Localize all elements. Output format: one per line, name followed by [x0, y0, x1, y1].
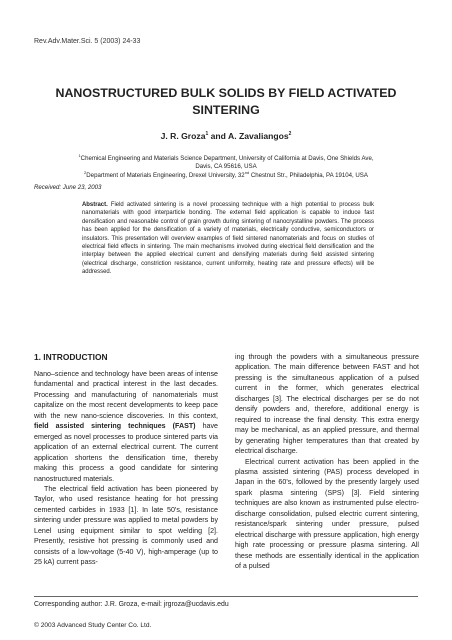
affiliation-1-mark: 1 — [78, 153, 81, 158]
copyright-notice: © 2003 Advanced Study Center Co. Ltd. — [34, 622, 152, 629]
intro-paragraph-3: ing through the powders with a simultaneous pressure application. The main difference between FAST and hot pressing is the simultaneous application of a pulsed current in the former, which generates electrical discharges [3]. The electrical discharges per se do not densify powders and, therefore, additional energy is required to increase the final density. This extra energy may be mechanical, as an applied pressure, and thermal by generating higher temperatures than that created by electrical discharge. — [235, 353, 419, 456]
intro-paragraph-4: Electrical current activation has been applied in the plasma assisted sintering (PAS) process developed in Japan in the 60’s, followed by the presently largely used spark plasma sintering (SPS) [3]. Field sintering techniques are also known as instrumented pulse electro-discharge consolidation, pulsed electric current sintering, resistance/spark sintering under pressure, pulsed electrical discharge with pressure application, high energy high rate processing or pressure plasma sintering. All these methods are essentially identical in the application of a pulsed — [235, 457, 419, 571]
intro-p1-text-a: Nano–science and technology have been areas of intense fundamental and practical interest in the last decades. Processing and manufacturing of nanomaterials must capitalize on the most recent developments to keep pace with the new nano-science discoveries. In this context, — [34, 370, 218, 420]
title-line-2: SINTERING — [192, 103, 260, 117]
affiliation-2-pre: Department of Materials Engineering, Drexel University, 32 — [86, 172, 245, 180]
body-column-right — [235, 352, 419, 572]
affiliation-1-line-1: Chemical Engineering and Materials Science Department, University of California at Davis, One Shields Ave, — [80, 155, 374, 163]
section-heading-introduction: 1. INTRODUCTION — [34, 352, 108, 362]
intro-paragraph-2: The electrical field activation has been pioneered by Taylor, who used resistance heating for hot pressing cemented carbides in 1933 [1]. In late 50’s, resistance sintering under pressure was applied to metal powders by Lenel using equipment similar to spot welding [2]. Presently, resistive hot pressing is commonly used and consists of a low-voltage (5-40 V), high-amperage (up to 25 kA) current pass- — [34, 484, 218, 567]
affiliation-1-line-2: Davis, CA 95616, USA — [195, 163, 257, 171]
author-1-name: J. R. Groza — [160, 131, 206, 141]
intro-paragraph-1 — [34, 369, 218, 484]
title-line-1: NANOSTRUCTURED BULK SOLIDS BY FIELD ACTIVATED — [55, 86, 397, 100]
affiliation-2 — [30, 169, 422, 180]
abstract — [82, 201, 374, 277]
paper-title — [30, 85, 422, 119]
abstract-label: Abstract. — [82, 202, 108, 208]
author-list — [30, 131, 422, 141]
body-column-left — [34, 352, 218, 568]
intro-p1-bold-term: field assisted sintering techniques (FAST) — [34, 422, 196, 431]
journal-reference: Rev.Adv.Mater.Sci. 5 (2003) 24-33 — [34, 38, 141, 45]
corresponding-author: Corresponding author: J.R. Groza, e-mail: jrgroza@ucdavis.edu — [34, 601, 229, 608]
abstract-text: Field activated sintering is a novel processing technique with a high potential to process bulk nanomaterials with good interparticle bonding. The external field application is capable to induce fast densification and reasonable control of grain growth during sintering of nanocrystalline powders. The process has been applied for the densification of a variety of materials, electrically conductive, semiconductors or insulators. This presentation will overview examples of field sintered nanomaterials and focus on studies of electrical field effects in sintering. The main mechanisms involved during electrical field densification and the interplay between the applied electrical current and densifying materials during field assisted sintering (electrical discharge, constriction resistance, current uniformity, heating rate and pressure effects) will be addressed. — [82, 202, 374, 276]
author-1-affil-mark: 1 — [205, 131, 209, 138]
footnote-divider — [34, 596, 418, 597]
affiliation-2-ordinal: nd — [244, 170, 250, 175]
author-2-name: A. Zavaliangos — [227, 131, 289, 141]
received-date: Received: June 23, 2003 — [34, 184, 102, 191]
intro-p1-text-b: have emerged as novel processes to produce sintered parts via application of an external electrical current. The current application shortens the densification time, thereby making this process a good candidate for sintering nanostructured materials. — [34, 422, 218, 483]
affiliation-2-mark: 2 — [84, 170, 87, 175]
author-2-affil-mark: 2 — [288, 131, 292, 138]
author-conjunction: and — [208, 131, 228, 141]
affiliation-2-post: Chestnut Str., Philadelphia, PA 19104, USA — [249, 172, 368, 180]
